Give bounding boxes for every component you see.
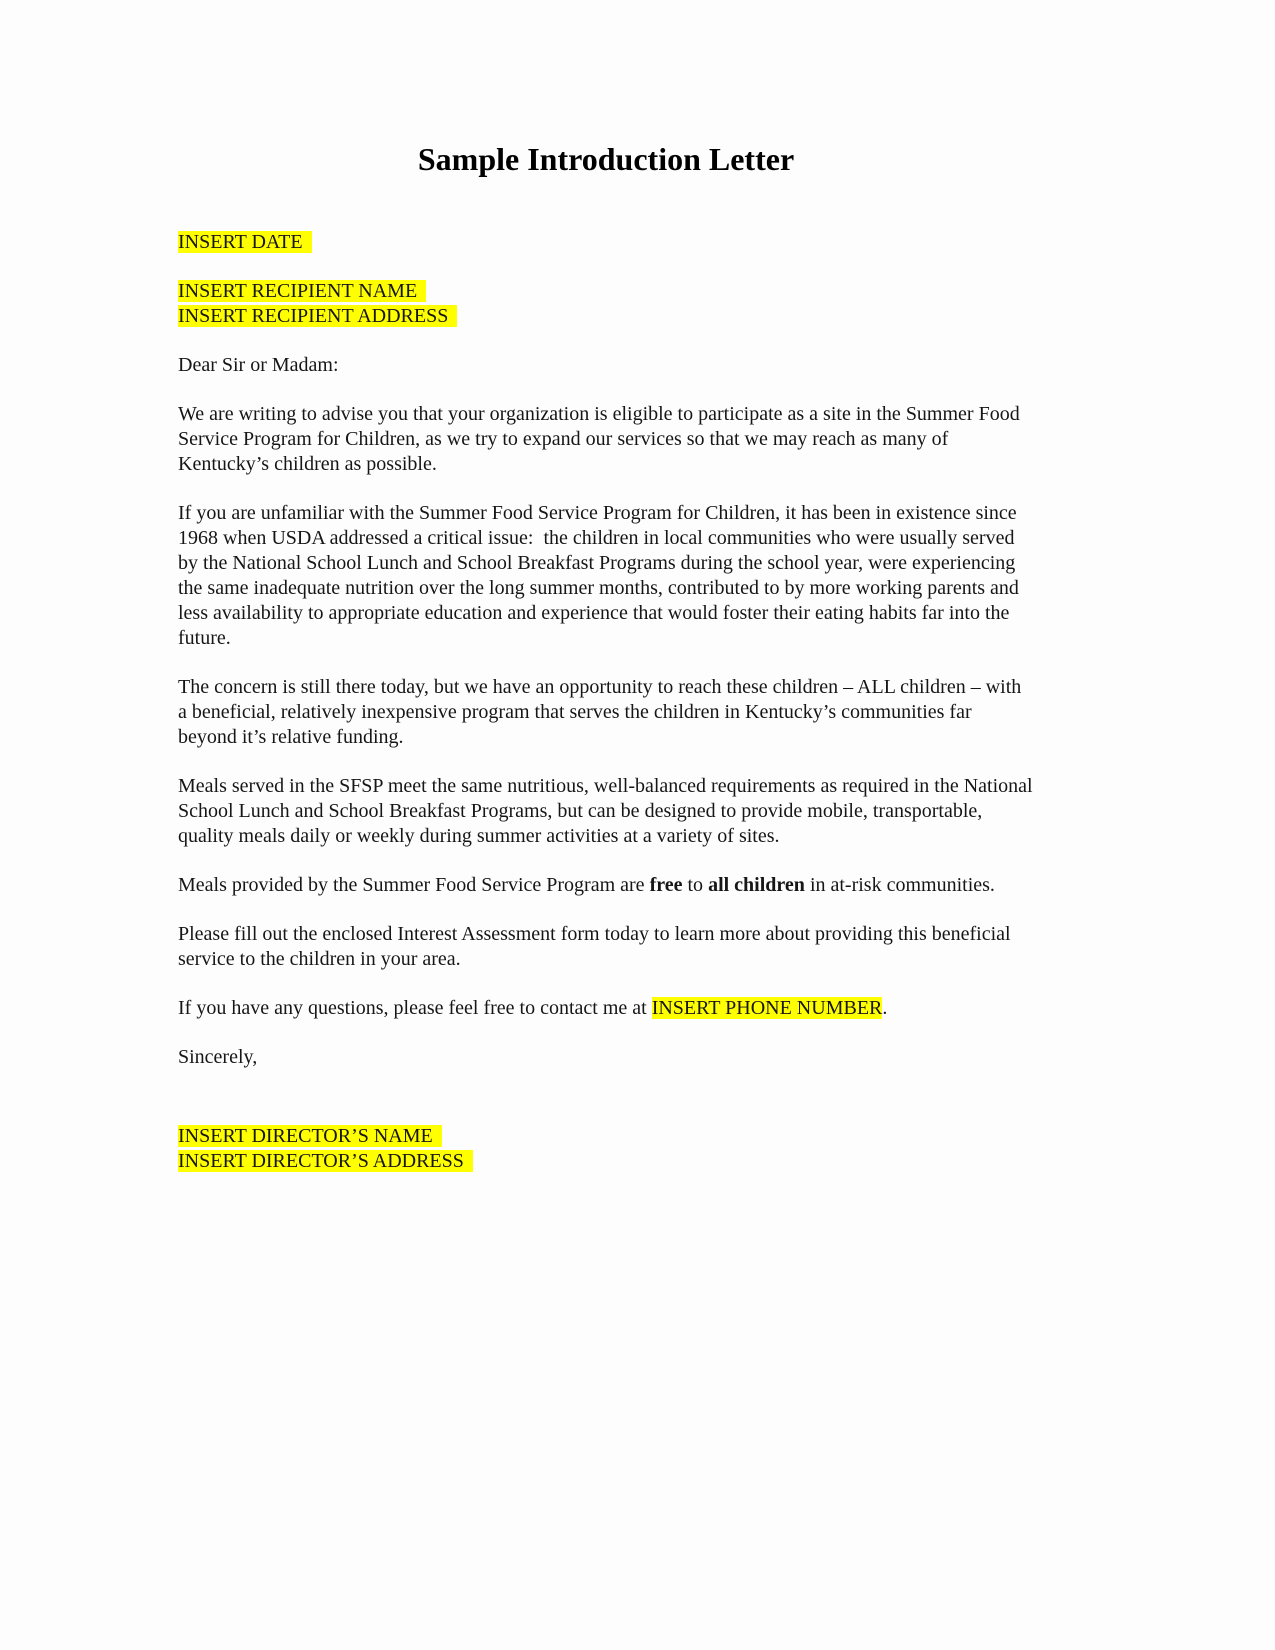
paragraph-text: all children xyxy=(708,874,805,896)
director-name-line xyxy=(178,1124,1034,1149)
salutation: Dear Sir or Madam: xyxy=(178,354,339,376)
insert-director-name-placeholder: INSERT DIRECTOR’S NAME xyxy=(178,1125,442,1147)
closing: Sincerely, xyxy=(178,1046,258,1068)
paragraph-text: free xyxy=(649,874,683,896)
letter-paragraph xyxy=(178,501,1034,651)
paragraph-text: Meals provided by the Summer Food Service Program are xyxy=(178,874,650,896)
recipient-address-line xyxy=(178,304,1034,329)
paragraph-text: If you have any questions, please feel free to contact me at xyxy=(178,997,652,1019)
letter-body xyxy=(178,402,1038,1021)
letter-paragraph xyxy=(178,774,1038,849)
letter-paragraph xyxy=(178,402,1034,477)
signature-block xyxy=(178,1124,1034,1174)
page-title: Sample Introduction Letter xyxy=(417,141,795,177)
insert-recipient-name-placeholder: INSERT RECIPIENT NAME xyxy=(178,280,426,302)
letter-paragraph xyxy=(178,873,1034,898)
recipient-block xyxy=(178,279,1034,329)
insert-recipient-address-placeholder: INSERT RECIPIENT ADDRESS xyxy=(178,305,457,327)
paragraph-text: We are writing to advise you that your organization is eligible to participate as a site in the Summer Food Service Program for Children, as we try to expand our services so that we may reach as many of Kentucky’s children as possible. xyxy=(178,403,1025,475)
insert-date-placeholder: INSERT DATE xyxy=(178,231,312,253)
recipient-name-line xyxy=(178,279,1034,304)
paragraph-text: If you are unfamiliar with the Summer Food Service Program for Children, it has been in existence since 1968 when USDA addressed a critical issue: the children in local communities who were usually served by the National School Lunch and School Breakfast Programs during the school year, were experiencing the same inadequate nutrition over the long summer months, contributed to by more working parents and less availability to appropriate education and experience that would foster their eating habits far into the future. xyxy=(178,502,1024,649)
paragraph-text: . xyxy=(882,997,888,1019)
paragraph-text: Please fill out the enclosed Interest Assessment form today to learn more about providing this beneficial service to the children in your area. xyxy=(178,923,1016,970)
paragraph-text: to xyxy=(682,874,709,896)
inline-placeholder-highlight: INSERT PHONE NUMBER xyxy=(651,997,883,1019)
paragraph-text: The concern is still there today, but we have an opportunity to reach these children – ALL children – with a beneficial, relatively inexpensive program that serves the children in Kentucky’s communities far beyond it’s relative funding. xyxy=(178,676,1027,748)
letter-paragraph xyxy=(178,996,1034,1021)
letter-content xyxy=(178,138,1038,1174)
paragraph-text: Meals served in the SFSP meet the same nutritious, well-balanced requirements as required in the National School Lunch and School Breakfast Programs, but can be designed to provide mobile, transportable, quality meals daily or weekly during summer activities at a variety of sites. xyxy=(178,775,1038,847)
letter-paragraph xyxy=(178,675,1034,750)
paragraph-text: in at-risk communities. xyxy=(804,874,995,896)
insert-director-address-placeholder: INSERT DIRECTOR’S ADDRESS xyxy=(178,1150,473,1172)
letter-paragraph xyxy=(178,922,1034,972)
date-line xyxy=(178,230,1034,255)
director-address-line xyxy=(178,1149,1034,1174)
